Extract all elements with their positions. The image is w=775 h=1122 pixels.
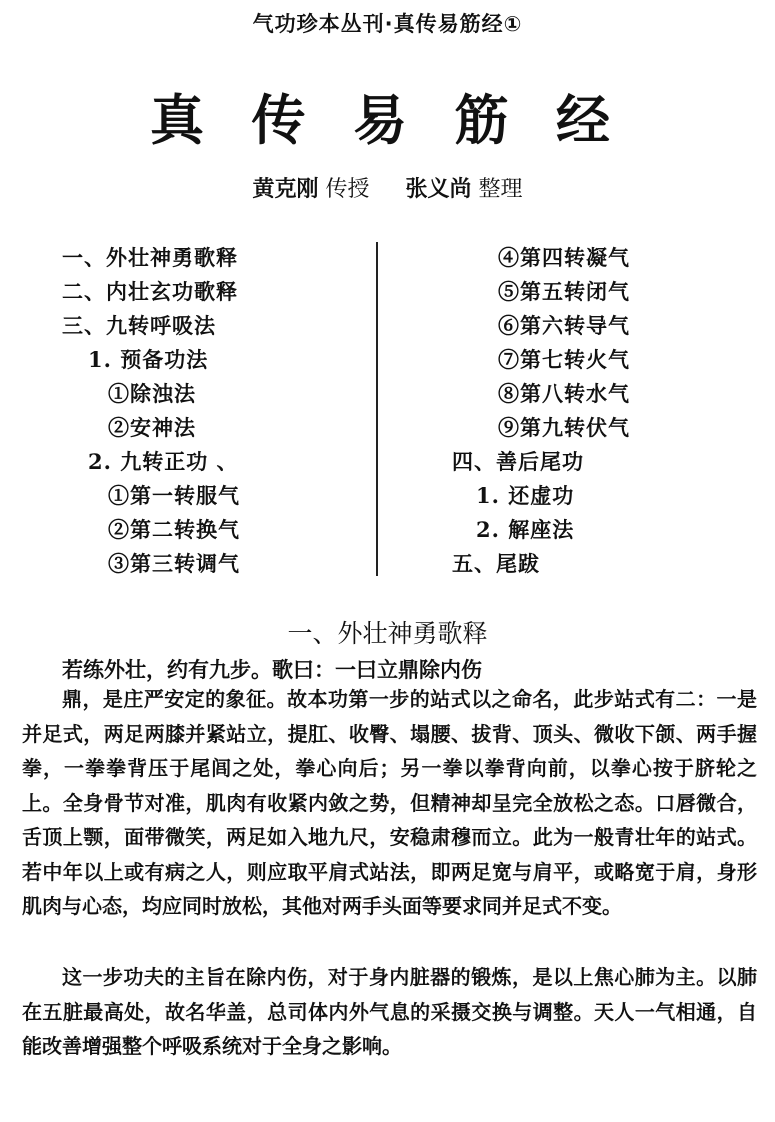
toc-item: ④第四转凝气 xyxy=(498,245,630,270)
toc-item: ⑨第九转伏气 xyxy=(498,415,630,440)
toc-item: 一、外壮神勇歌释 xyxy=(62,245,238,270)
toc-item: 2. 九转正功 、 xyxy=(88,449,239,474)
book-title-char: 传 xyxy=(251,88,306,152)
editor-name: 张义尚 xyxy=(405,177,472,202)
book-title-char: 易 xyxy=(353,88,407,152)
toc-item: 四、善后尾功 xyxy=(452,449,584,474)
toc-item: ①第一转服气 xyxy=(108,483,240,508)
toc-item: ②安神法 xyxy=(108,415,196,440)
byline xyxy=(0,172,775,203)
book-title-char: 筋 xyxy=(454,88,509,152)
series-header: 气功珍本丛刊·真传易筋经① xyxy=(252,12,523,36)
toc-item: 1. 预备功法 xyxy=(88,347,209,372)
toc-item: ②第二转换气 xyxy=(108,517,240,542)
author-role: 传授 xyxy=(325,177,370,202)
table-of-contents xyxy=(0,240,775,580)
body-paragraph: 鼎，是庄严安定的象征。故本功第一步的站式以之命名，此步站式有二：一是并足式，两足两膝并紧站立，提肛、收臀、塌腰、拔背、顶头、微收下颌、两手握拳，一拳拳背压于尾闾之处，拳心向后；另一拳以拳背向前，以拳心按于脐轮之上。全身骨节对准，肌肉有收紧内敛之势，但精神却呈完全放松之态。口唇微合，舌顶上颚，面带微笑，两足如入地九尺，安稳肃穆而立。此为一般青壮年的站式。若中年以上或有病之人，则应取平肩式站法，即两足宽与肩平，或略宽于肩，身形肌肉与心态，均应同时放松，其他对两手头面等要求同并足式不变。 xyxy=(22,687,757,918)
toc-item: ⑦第七转火气 xyxy=(498,347,630,372)
toc-item: ⑤第五转闭气 xyxy=(498,279,630,304)
toc-item: ③第三转调气 xyxy=(108,551,240,576)
toc-item: ⑥第六转导气 xyxy=(498,313,630,338)
body-paragraph: 这一步功夫的主旨在除内伤，对于身内脏器的锻炼，是以上焦心肺为主。以肺在五脏最高处，故名华盖，总司体内外气息的采摄交换与调整。天人一气相通，自能改善增强整个呼吸系统对于全身之影响。 xyxy=(22,965,757,1058)
book-title-char: 经 xyxy=(556,88,610,152)
book-title xyxy=(150,78,610,155)
toc-item: 1. 还虚功 xyxy=(476,483,575,508)
toc-item: ①除浊法 xyxy=(108,381,196,406)
toc-item: ⑧第八转水气 xyxy=(498,381,630,406)
toc-item: 2. 解座法 xyxy=(476,517,575,542)
toc-item: 二、内壮玄功歌释 xyxy=(62,279,238,304)
toc-divider xyxy=(376,242,378,576)
section-heading: 一、外壮神勇歌释 xyxy=(287,619,488,648)
editor-role: 整理 xyxy=(478,177,523,202)
toc-item: 五、尾跋 xyxy=(452,551,540,576)
book-title-char: 真 xyxy=(150,88,204,152)
toc-item: 三、九转呼吸法 xyxy=(62,313,216,338)
author-name: 黄克刚 xyxy=(252,177,319,202)
song-line: 若练外壮，约有九步。歌曰：一曰立鼎除内伤 xyxy=(62,658,482,682)
